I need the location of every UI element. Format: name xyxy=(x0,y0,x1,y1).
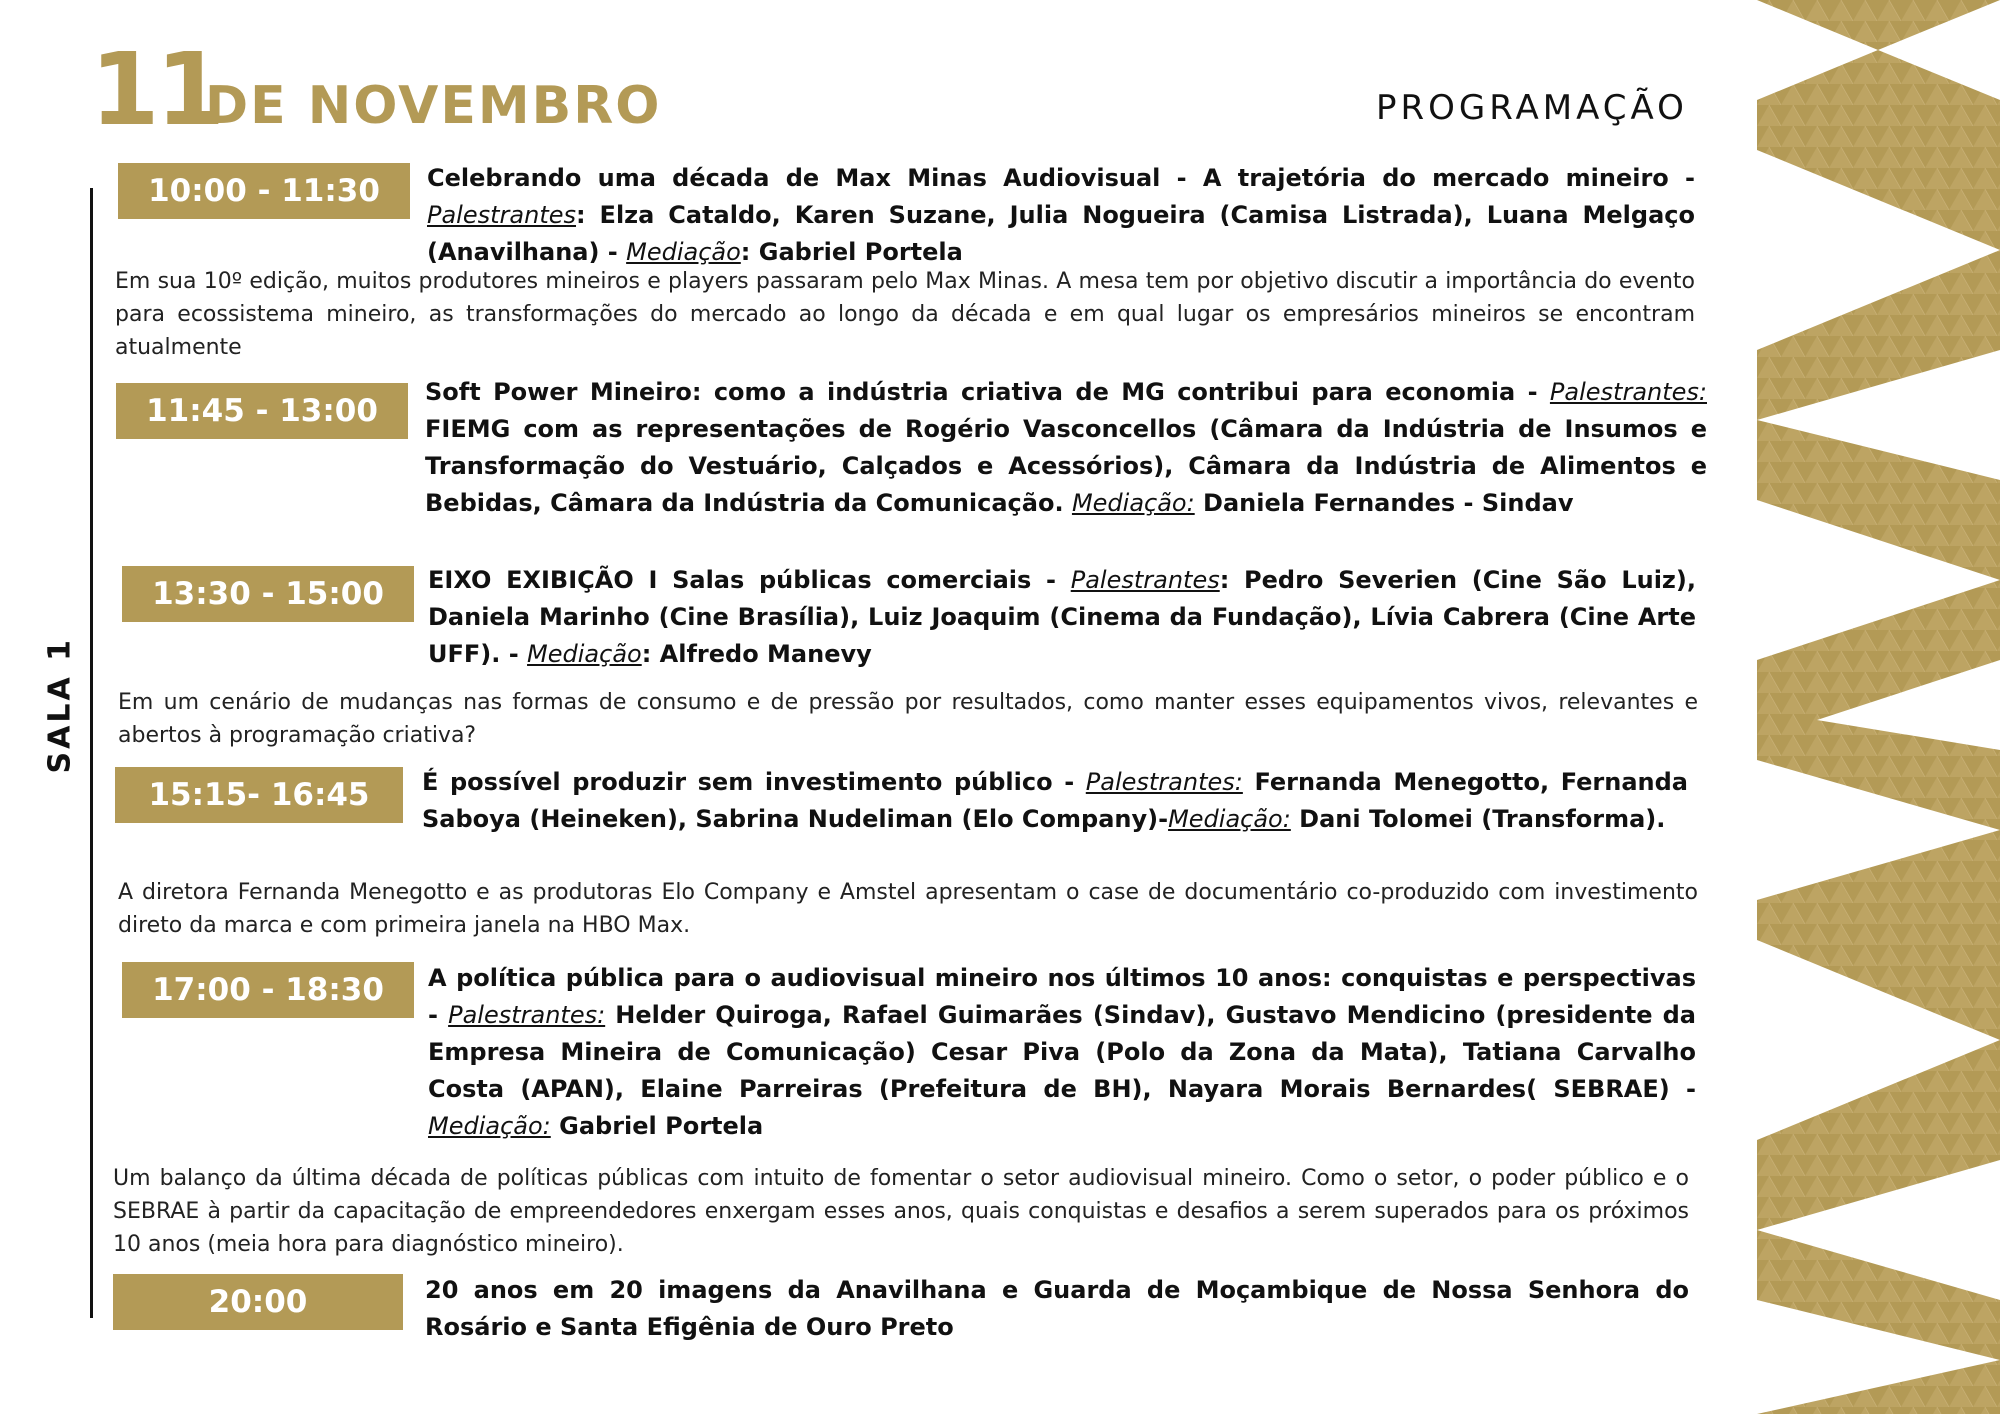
session-description: A diretora Fernanda Menegotto e as produtoras Elo Company e Amstel apresentam o case de documentário co-produzido com investimento direto da marca e com primeira janela na HBO Max. xyxy=(118,880,1698,938)
session-title: EIXO EXIBIÇÃO I Salas públicas comerciais - Palestrantes: Pedro Severien (Cine São Luiz), Daniela Marinho (Cine Brasília), Luiz Joaquim (Cinema da Fundação), Lívia Cabrera (Cine Arte UFF). - Mediação: Alfredo Manevy xyxy=(428,566,1696,668)
session-title: 20 anos em 20 imagens da Anavilhana e Guarda de Moçambique de Nossa Senhora do Rosário e Santa Efigênia de Ouro Preto xyxy=(425,1276,1689,1341)
triangle-pattern-graphic xyxy=(1757,0,2000,1414)
session-title: É possível produzir sem investimento público - Palestrantes: Fernanda Menegotto, Fernanda Saboya (Heineken), Sabrina Nudeliman (Elo Company)-Mediação: Dani Tolomei (Transforma). xyxy=(422,768,1688,833)
date-day: 11 xyxy=(90,31,222,148)
room-divider-line xyxy=(90,188,93,1318)
session-time: 20:00 xyxy=(113,1274,403,1330)
session-time: 17:00 - 18:30 xyxy=(122,962,414,1018)
date-month: DE NOVEMBRO xyxy=(205,76,662,136)
session-time: 10:00 - 11:30 xyxy=(118,163,410,219)
session-title: Celebrando uma década de Max Minas Audiovisual - A trajetória do mercado mineiro - Palestrantes: Elza Cataldo, Karen Suzane, Julia Nogueira (Camisa Listrada), Luana Melgaço (Anavilhana) - Mediação: Gabriel Portela xyxy=(427,164,1695,266)
session-title: A política pública para o audiovisual mineiro nos últimos 10 anos: conquistas e perspectivas - Palestrantes: Helder Quiroga, Rafael Guimarães (Sindav), Gustavo Mendicino (presidente da Empresa Mineira de Comunicação) Cesar Piva (Polo da Zona da Mata), Tatiana Carvalho Costa (APAN), Elaine Parreiras (Prefeitura de BH), Nayara Morais Bernardes( SEBRAE) - Mediação: Gabriel Portela xyxy=(428,964,1696,1140)
session-time: 15:15- 16:45 xyxy=(115,767,403,823)
room-label-text: SALA 1 xyxy=(42,637,78,774)
session-time: 13:30 - 15:00 xyxy=(122,566,414,622)
session-description: Um balanço da última década de políticas públicas com intuito de fomentar o setor audiovisual mineiro. Como o setor, o poder público e o SEBRAE à partir da capacitação de empreendedores enxergam esses anos, quais conquistas e desafios a serem superados para os próximos 10 anos (meia hora para diagnóstico mineiro). xyxy=(113,1166,1689,1257)
section-title: PROGRAMAÇÃO xyxy=(1376,88,1688,128)
session-title: Soft Power Mineiro: como a indústria criativa de MG contribui para economia - Palestrantes: FIEMG com as representações de Rogério Vasconcellos (Câmara da Indústria de Insumos e Transformação do Vestuário, Calçados e Acessórios), Câmara da Indústria de Alimentos e Bebidas, Câmara da Indústria da Comunicação. Mediação: Daniela Fernandes - Sindav xyxy=(425,378,1707,517)
decorative-pattern xyxy=(1757,0,2000,1414)
session-description: Em um cenário de mudanças nas formas de consumo e de pressão por resultados, como manter esses equipamentos vivos, relevantes e abertos à programação criativa? xyxy=(118,690,1698,748)
session-time: 11:45 - 13:00 xyxy=(116,383,408,439)
session-description: Em sua 10º edição, muitos produtores mineiros e players passaram pelo Max Minas. A mesa tem por objetivo discutir a importância do evento para ecossistema mineiro, as transformações do mercado ao longo da década e em qual lugar os empresários mineiros se encontram atualmente xyxy=(115,269,1695,360)
